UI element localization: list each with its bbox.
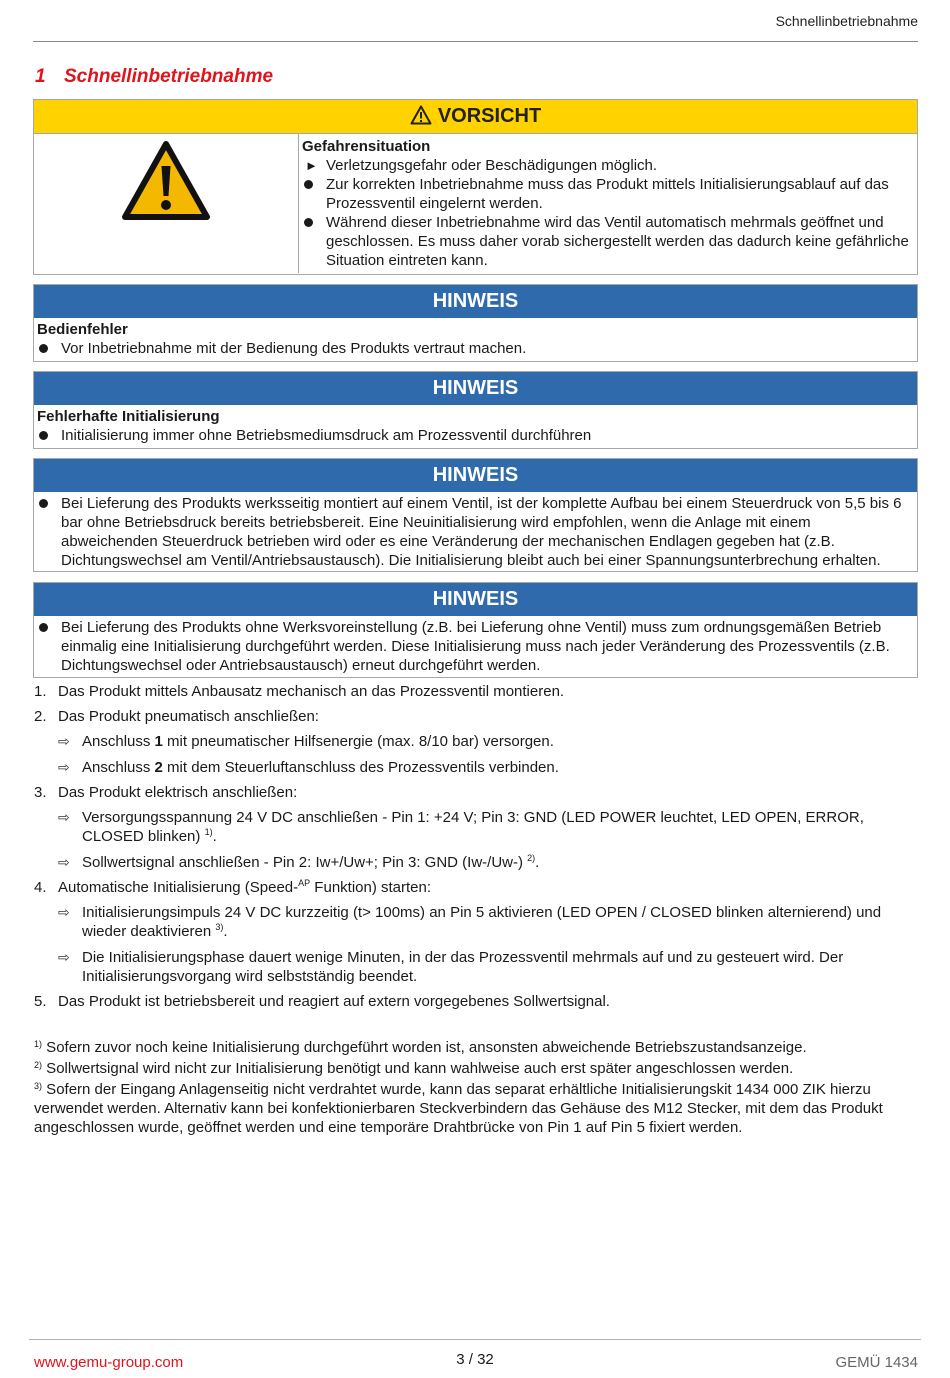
hint-item: Bei Lieferung des Produkts ohne Werksvoreinstellung (z.B. bei Lieferung ohne Ventil) muss zum ordnungsgemäßen Betrieb einmalig eine Initialisierung durchgeführt werden. Diese Initialisierung muss nach jeder Veränderung des Prozessventils (z.B. Dichtungswechsel oder Antriebsaustausch) erneut durchgeführt werden. — [37, 618, 911, 675]
footnote: $^{2)}$ Sollwertsignal wird nicht zur Initialisierung benötigt und kann wahlweise auch erst später angeschlossen werden. — [34, 1060, 794, 1077]
hint-box-3 — [33, 458, 918, 572]
section-title — [35, 67, 273, 86]
bullet-dot-icon — [39, 499, 48, 508]
substep: ⇨ Anschluss 1 mit pneumatischer Hilfsenergie (max. 8/10 bar) versorgen. — [58, 733, 554, 750]
caution-item: ► Verletzungsgefahr oder Beschädigungen möglich. — [305, 157, 658, 174]
hint-body — [34, 616, 917, 676]
footnotes — [34, 1038, 906, 1137]
bullet-dot-icon — [39, 431, 48, 440]
footer-url-link[interactable]: www.gemu-group.com — [34, 1354, 184, 1371]
hint-item: Bei Lieferung des Produkts werksseitig montiert auf einem Ventil, ist der komplette Aufbau bei einem Steuerdruck von 5,5 bis 6 bar ohne Betriebsdruck bereits betriebsbereit. Eine Neuinitialisierung wird empfohlen, wenn die Anlage mit einem abweichenden Steuerdruck betrieben wird oder es eine Veränderung der mechanischen Endlagen gegeben hat (z.B. Dichtungswechsel am Ventil/Antriebsaustausch). Die Initialisierung bleibt auch bei einer Spannungsunterbrechung erhalten. — [37, 494, 911, 570]
running-header: Schnellinbetriebnahme — [775, 13, 918, 29]
caution-item: Zur korrekten Inbetriebnahme muss das Produkt mittels Initialisierungsablauf auf das Prozessventil eingelernt werden. — [302, 175, 911, 213]
substep: ⇨ Die Initialisierungsphase dauert wenige Minuten, in der das Prozessventil mehrmals auf und zu gesteuert wird. Der Initialisierungsvorgang wird selbstständig beendet. — [58, 949, 844, 985]
step-4: 4. Automatische Initialisierung (Speed-$^{AP}$ Funktion) starten: — [34, 878, 432, 896]
bullet-dot-icon — [304, 180, 313, 189]
caution-item: Während dieser Inbetriebnahme wird das Ventil automatisch mehrmals geöffnet und geschlossen. Es muss daher vorab sichergestellt werden das dadurch keine gefährliche Situation eintreten kann. — [302, 213, 911, 270]
hint-item: Initialisierung immer ohne Betriebsmediumsdruck am Prozessventil durchführen — [37, 426, 911, 445]
bullet-dot-icon — [39, 344, 48, 353]
substep: ⇨ Versorgungsspannung 24 V DC anschließen - Pin 1: +24 V; Pin 3: GND (LED POWER leuchtet, LED OPEN, ERROR, CLOSED blinken) $^{1)}$. — [58, 809, 864, 845]
hint-box-2 — [33, 371, 918, 449]
arrow-right-icon: ⇨ — [58, 949, 70, 965]
step-3: 3. Das Produkt elektrisch anschließen: — [34, 784, 298, 801]
caution-content — [299, 134, 917, 273]
arrow-right-icon: ⇨ — [58, 809, 70, 825]
substep: ⇨ Anschluss 2 mit dem Steuerluftanschluss des Prozessventils verbinden. — [58, 759, 559, 776]
section-number: 1 — [35, 66, 46, 87]
page-number: 3 / 32 — [456, 1351, 494, 1368]
warning-triangle-icon — [410, 105, 432, 129]
hint-header: HINWEIS — [34, 372, 917, 405]
bullet-dot-icon — [304, 218, 313, 227]
hint-box-4 — [33, 582, 918, 678]
arrow-right-icon: ⇨ — [58, 854, 70, 870]
hint-box-1 — [33, 284, 918, 362]
caution-subhead: Gefahrensituation — [302, 138, 431, 155]
hint-body — [34, 405, 917, 446]
caution-box — [33, 99, 918, 275]
arrow-right-icon: ⇨ — [58, 759, 70, 775]
warning-sign-icon — [121, 140, 211, 222]
hint-header: HINWEIS — [34, 583, 917, 616]
substep: ⇨ Sollwertsignal anschließen - Pin 2: Iw+/Uw+; Pin 3: GND (Iw-/Uw-) $^{2)}$. — [58, 853, 540, 871]
footer-divider — [29, 1339, 921, 1340]
caution-label: VORSICHT — [437, 105, 542, 127]
hint-item: Vor Inbetriebnahme mit der Bedienung des Produkts vertraut machen. — [37, 339, 911, 358]
bullet-dot-icon — [39, 623, 48, 632]
arrow-right-icon: ⇨ — [58, 904, 70, 920]
header-divider — [33, 41, 918, 42]
footnote: $^{3)}$ Sofern der Eingang Anlagenseitig nicht verdrahtet wurde, kann das separat erhältliche Initialisierungskit 1434 000 ZIK hierzu verwendet werden. Alternativ kann bei konfektionierbaren Steckverbindern das Gehäuse des M12 Stecker, mit dem das Produkt angeschlossen wurde, geöffnet werden und eine temporäre Drahtbrücke von Pin 1 auf Pin 5 fixiert werden. — [34, 1081, 883, 1136]
hint-header: HINWEIS — [34, 459, 917, 492]
product-name: GEMÜ 1434 — [835, 1354, 918, 1371]
section-title-text: Schnellinbetriebnahme — [64, 66, 274, 87]
step-5: 5. Das Produkt ist betriebsbereit und reagiert auf extern vorgegebenes Sollwertsignal. — [34, 993, 610, 1010]
hint-header: HINWEIS — [34, 285, 917, 318]
caution-symbol — [34, 134, 299, 273]
hint-body — [34, 492, 917, 571]
hint-body — [34, 318, 917, 359]
step-2: 2. Das Produkt pneumatisch anschließen: — [34, 708, 319, 725]
arrow-right-icon: ⇨ — [58, 733, 70, 749]
step-1: 1. Das Produkt mittels Anbausatz mechanisch an das Prozessventil montieren. — [34, 683, 565, 700]
triangle-bullet-icon: ► — [305, 158, 318, 173]
hint-subhead: Fehlerhafte Initialisierung — [37, 408, 220, 425]
hint-subhead: Bedienfehler — [37, 321, 128, 338]
footnote: $^{1)}$ Sofern zuvor noch keine Initialisierung durchgeführt worden ist, ansonsten abweichende Betriebszustandsanzeige. — [34, 1039, 807, 1056]
caution-body — [34, 134, 917, 273]
step-list — [34, 682, 906, 1011]
caution-header — [34, 100, 917, 134]
substep: ⇨ Initialisierungsimpuls 24 V DC kurzzeitig (t> 100ms) an Pin 5 aktivieren (LED OPEN / CLOSED blinken alternierend) und wieder deaktivieren $^{3)}$. — [58, 904, 882, 940]
